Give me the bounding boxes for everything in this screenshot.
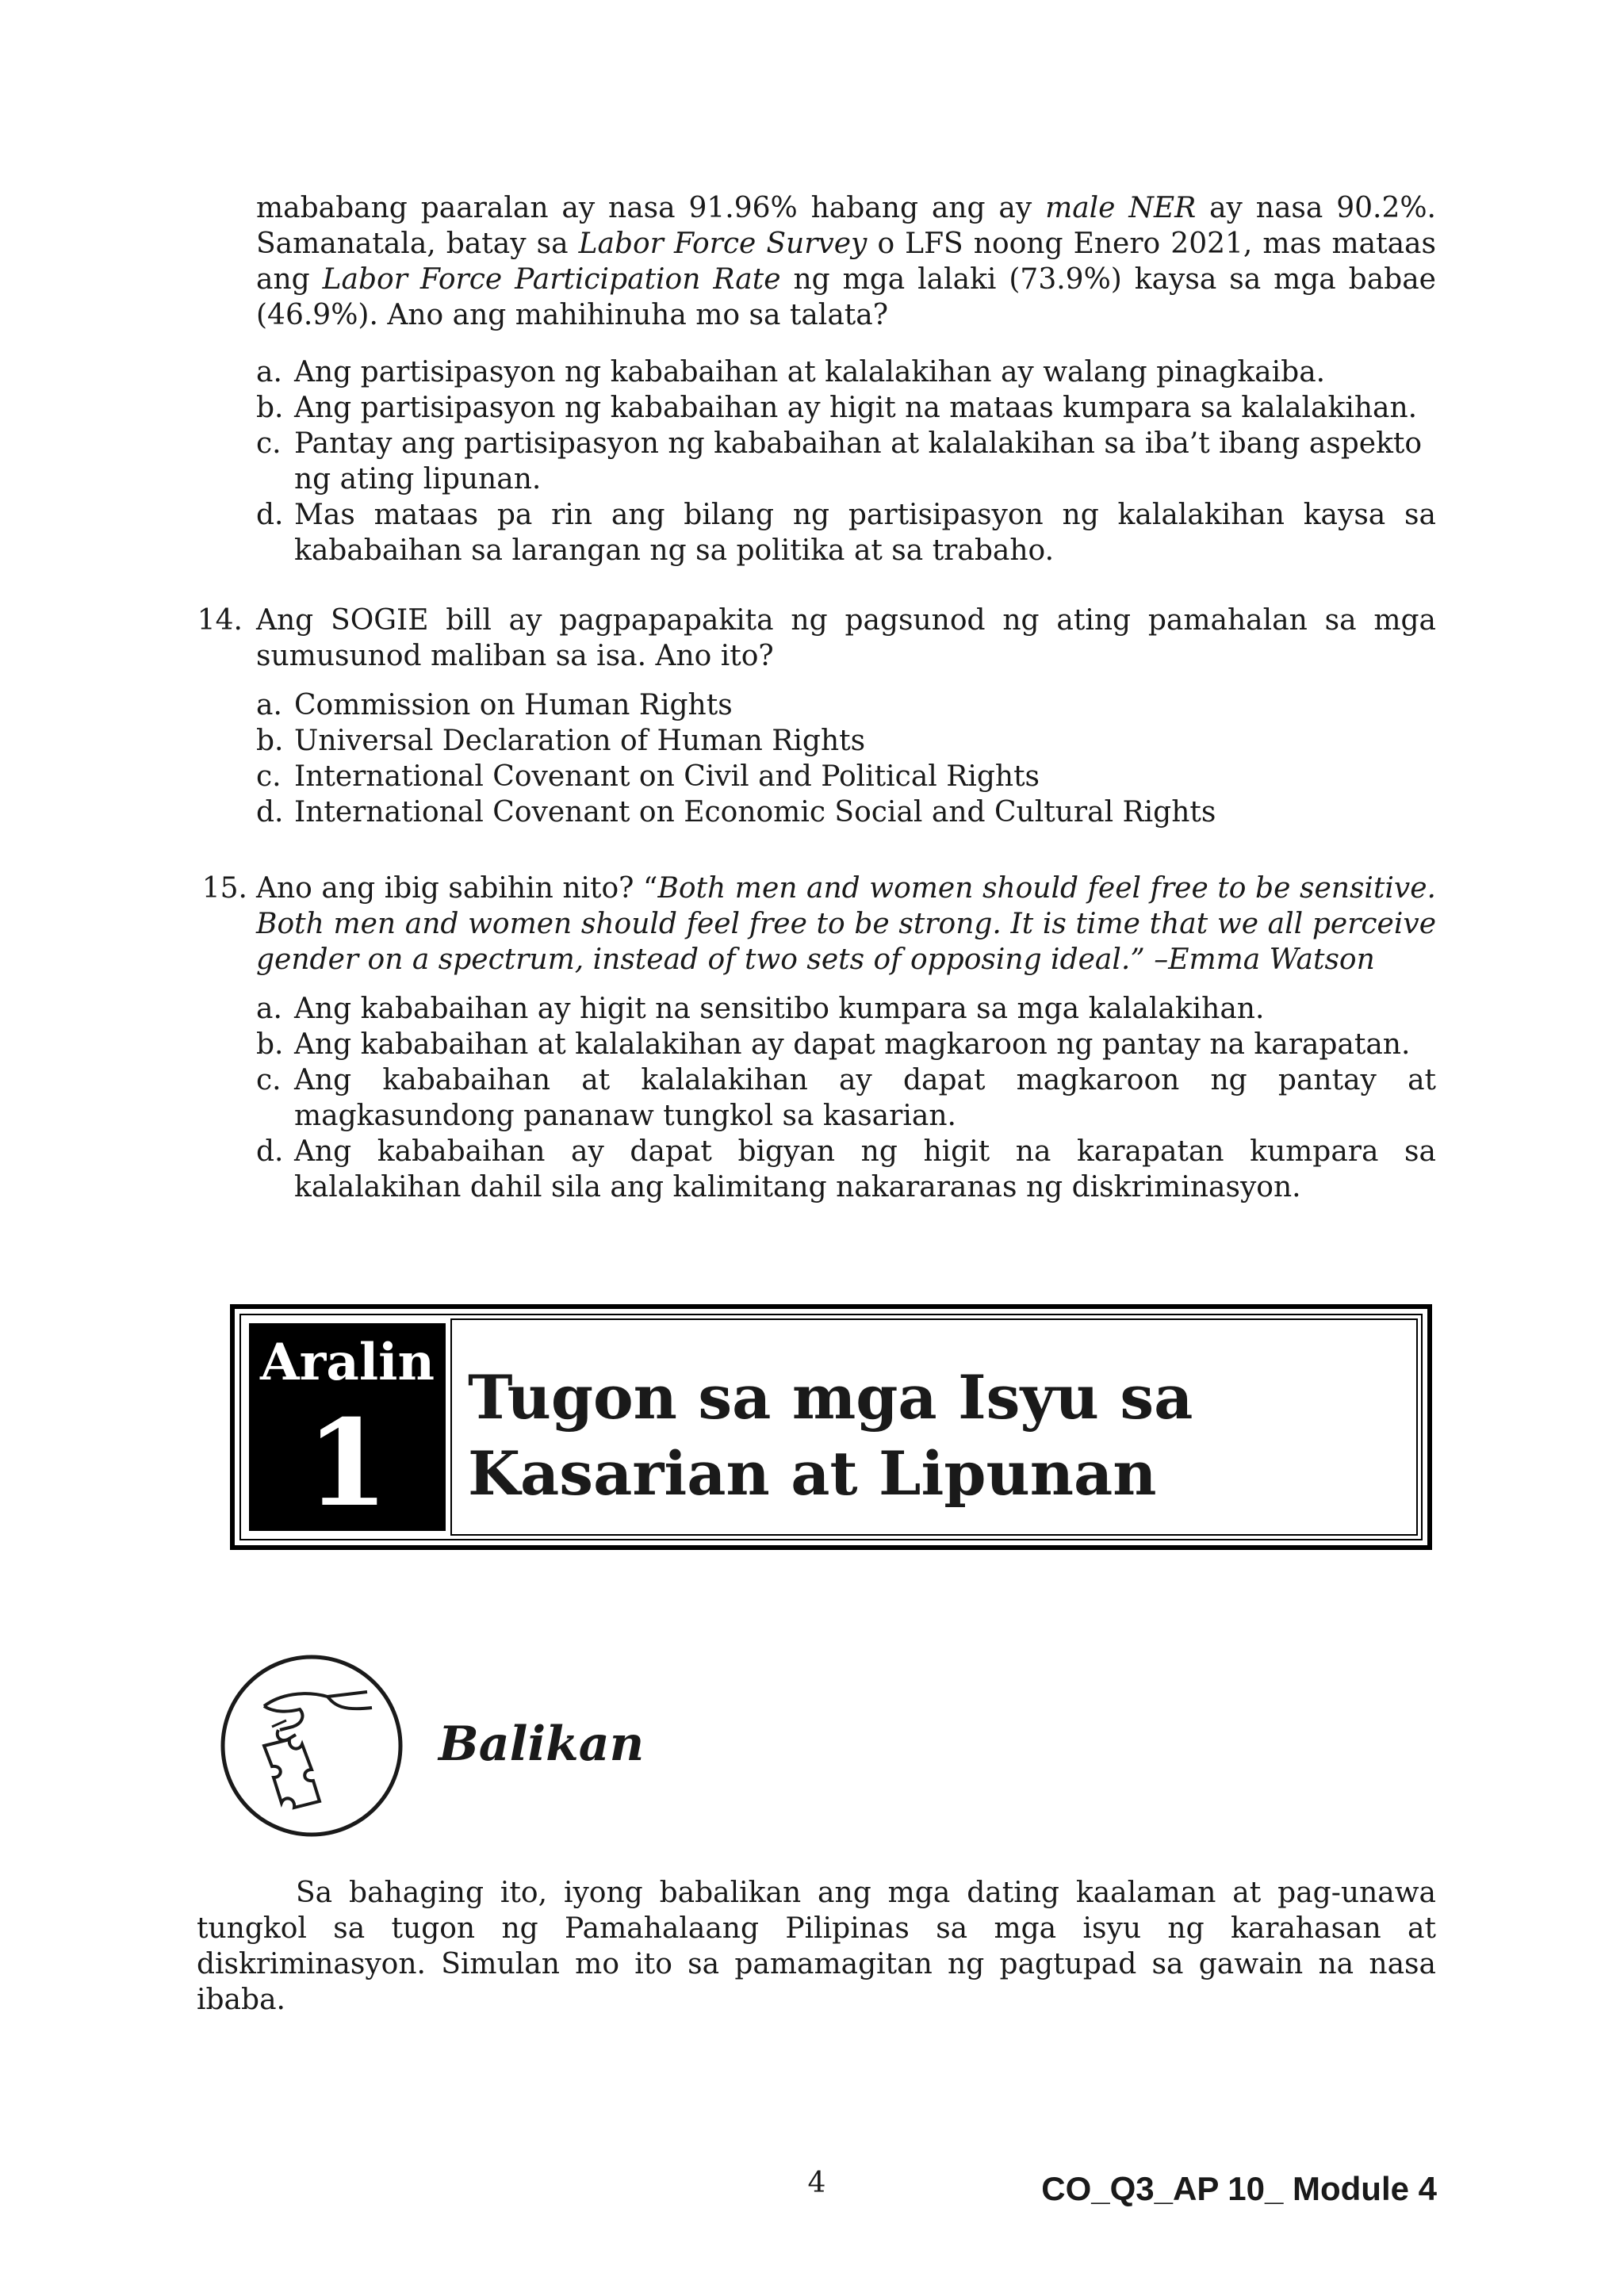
- choice-text: Ang kababaihan ay higit na sensitibo kumpara sa mga kalalakihan.: [294, 993, 1265, 1025]
- text-run: ay nasa 90.2%.: [1196, 192, 1437, 224]
- choice-b: [256, 390, 1436, 426]
- choice-text: Commission on Human Rights: [294, 689, 733, 721]
- lesson-header: [230, 1304, 1432, 1550]
- choice-letter: d.: [256, 796, 284, 828]
- choice-letter: c.: [256, 1064, 282, 1096]
- choice-c: [256, 759, 1436, 794]
- lesson-header-frame: [239, 1314, 1423, 1540]
- choice-text: Ang partisipasyon ng kababaihan ay higit na mataas kumpara sa kalalakihan.: [294, 392, 1418, 424]
- q15-quote: Both men and women should feel free to be sensitive. Both men and women should feel free to be strong. It is time that we all perceive gender on a spectrum, instead of two sets of opposing ideal.” –Emma Watson: [256, 872, 1436, 976]
- text-run: ng mga lalaki (73.9%) kaysa sa mga babae: [780, 263, 1436, 296]
- choice-c: [256, 426, 1436, 497]
- choice-a: [256, 991, 1436, 1027]
- module-code: CO_Q3_AP 10_ Module 4: [1041, 2170, 1437, 2207]
- choice-text: Ang kababaihan at kalalakihan ay dapat magkaroon ng pantay na karapatan.: [294, 1028, 1411, 1061]
- choice-a: [256, 354, 1436, 390]
- lesson-title: [468, 1360, 1193, 1512]
- lesson-number-block: [249, 1323, 446, 1531]
- choice-letter: b.: [256, 1028, 284, 1061]
- choice-letter: a.: [256, 689, 282, 721]
- text-run: Samanatala, batay sa: [256, 228, 579, 260]
- text-run: ang: [256, 263, 323, 296]
- choice-letter: a.: [256, 993, 282, 1025]
- page-number: 4: [807, 2167, 826, 2199]
- choice-letter: d.: [256, 499, 284, 531]
- choice-d: [256, 794, 1436, 830]
- choice-text: Universal Declaration of Human Rights: [294, 725, 866, 757]
- choice-b: [256, 723, 1436, 759]
- text-run: o LFS noong Enero 2021, mas mataas: [867, 228, 1436, 260]
- section-paragraph: [197, 1875, 1436, 2018]
- italic-term: Labor Force Survey: [578, 228, 868, 260]
- choice-text: Mas mataas pa rin ang bilang ng partisipasyon ng kalalakihan kaysa sa kababaihan sa larangan ng sa politika at sa trabaho.: [294, 499, 1436, 567]
- choice-a: [256, 687, 1436, 723]
- q14-question: Ang SOGIE bill ay pagpapapakita ng pagsunod ng ating pamahalan sa mga sumusunod maliban sa isa. Ano ito?: [256, 604, 1436, 672]
- q14-choices: [256, 687, 1436, 830]
- question-number: 15.: [201, 872, 247, 905]
- choice-text: Ang partisipasyon ng kababaihan at kalalakihan ay walang pinagkaiba.: [294, 356, 1326, 388]
- italic-term: male NER: [1045, 192, 1197, 224]
- question-number: 14.: [197, 604, 243, 637]
- hand-puzzle-icon: [216, 1651, 407, 1841]
- choice-letter: b.: [256, 725, 284, 757]
- choice-text: International Covenant on Civil and Political Rights: [294, 760, 1040, 793]
- lesson-number: 1: [305, 1394, 389, 1533]
- choice-letter: c.: [256, 427, 282, 460]
- q13-intro-lines: [256, 190, 1436, 333]
- q15-question-lead: Ano ang ibig sabihin nito? “: [256, 872, 658, 905]
- q13-choices: [256, 354, 1436, 568]
- italic-term: Labor Force Participation Rate: [322, 263, 781, 296]
- choice-b: [256, 1027, 1436, 1062]
- choice-letter: d.: [256, 1135, 284, 1168]
- text-run: mababang paaralan ay nasa 91.96% habang ang ay: [256, 192, 1046, 224]
- lesson-title-line1: Tugon sa mga Isyu sa: [468, 1362, 1193, 1433]
- q15-question: [256, 871, 1436, 978]
- lesson-title-line2: Kasarian at Lipunan: [468, 1438, 1157, 1509]
- choice-c: [256, 1062, 1436, 1134]
- paragraph-text: Sa bahaging ito, iyong babalikan ang mga dating kaalaman at pag-unawa tungkol sa tugon ng Pamahalaang Pilipinas sa mga isyu ng karahasan at diskriminasyon. Simulan mo ito sa pamamagitan ng pagtupad sa gawain na nasa ibaba.: [197, 1877, 1436, 2016]
- q13-intro-line: [256, 297, 1436, 333]
- lesson-title-box: [450, 1318, 1418, 1536]
- choice-text: International Covenant on Economic Social and Cultural Rights: [294, 796, 1216, 828]
- choice-letter: b.: [256, 392, 284, 424]
- text-run: (46.9%). Ano ang mahihinuha mo sa talata?: [256, 299, 889, 331]
- choice-text: Ang kababaihan at kalalakihan ay dapat magkaroon ng pantay at magkasundong pananaw tungkol sa kasarian.: [294, 1064, 1436, 1132]
- choice-d: [256, 1134, 1436, 1205]
- choice-d: [256, 497, 1436, 568]
- choice-text: Pantay ang partisipasyon ng kababaihan at kalalakihan sa iba’t ibang aspekto ng ating lipunan.: [294, 427, 1423, 496]
- q15-choices: [256, 991, 1436, 1205]
- choice-text: Ang kababaihan ay dapat bigyan ng higit na karapatan kumpara sa kalalakihan dahil sila ang kalimitang nakararanas ng diskriminasyon.: [294, 1135, 1436, 1203]
- section-heading: Balikan: [439, 1716, 645, 1772]
- q13-intro: [256, 190, 1436, 333]
- q13-intro-line: [256, 226, 1436, 262]
- q13-intro-line: [256, 190, 1436, 226]
- q13-intro-line: [256, 262, 1436, 297]
- choice-letter: c.: [256, 760, 282, 793]
- lesson-label: Aralin: [260, 1333, 435, 1392]
- choice-letter: a.: [256, 356, 282, 388]
